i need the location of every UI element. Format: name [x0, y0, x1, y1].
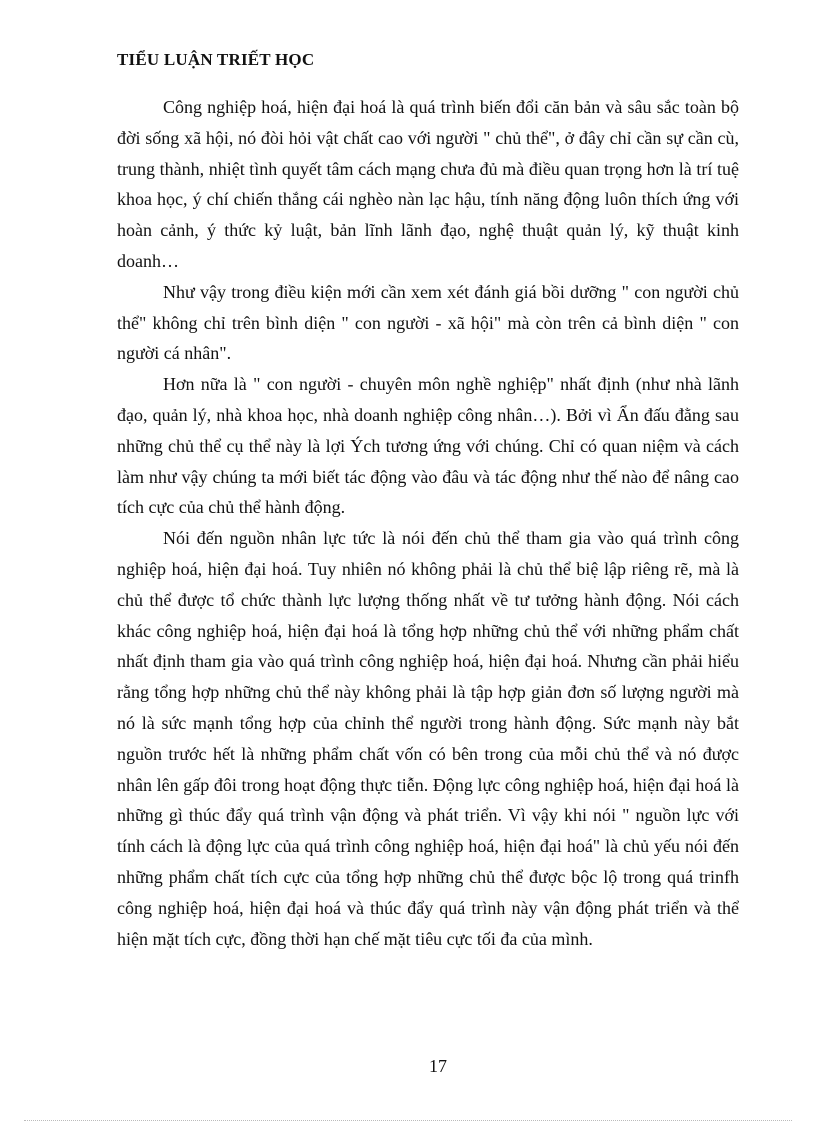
paragraph: Nói đến nguồn nhân lực tức là nói đến chủ thể tham gia vào quá trình công nghiệp hoá, hiện đại hoá. Tuy nhiên nó không phải là chủ thể biệ lập riêng rẽ, mà là chủ thể được tổ chức thành lực lượng thống nhất về tư tưởng hành động. Nói cách khác công nghiệp hoá, hiện đại hoá là tổng hợp những chủ thể với những phẩm chất nhất định tham gia vào quá trình công nghiệp hoá, hiện đại hoá. Nhưng cần phải hiểu rằng tổng hợp những chủ thể này không phải là tập hợp giản đơn số lượng người mà nó là sức mạnh tổng hợp của chỉnh thể người trong hành động. Sức mạnh này bắt nguồn trước hết là những phẩm chất vốn có bên trong của mỗi chủ thể và nó được nhân lên gấp đôi trong hoạt động thực tiễn. Động lực công nghiệp hoá, hiện đại hoá là những gì thúc đẩy quá trình vận động và phát triển. Vì vậy khi nói " nguồn lực với tính cách là động lực của quá trình công nghiệp hoá, hiện đại hoá" là chủ yếu nói đến những phẩm chất tích cực của tổng hợp những chủ thể được bộc lộ trong quá trinfh công nghiệp hoá, hiện đại hoá và thúc đẩy quá trình này vận động phát triển và thể hiện mặt tích cực, đồng thời hạn chế mặt tiêu cực tối đa của mình. [117, 528, 739, 949]
paragraph: Như vậy trong điều kiện mới cần xem xét đánh giá bồi dưỡng " con người chủ thể" không chỉ trên bình diện " con người - xã hội" mà còn trên cả bình diện " con người cá nhân". [117, 281, 739, 364]
body-text [117, 92, 739, 954]
paragraph: Công nghiệp hoá, hiện đại hoá là quá trình biến đổi căn bản và sâu sắc toàn bộ đời sống xã hội, nó đòi hỏi vật chất cao với người " chủ thể", ở đây chỉ cần sự cần cù, trung thành, nhiệt tình quyết tâm cách mạng chưa đủ mà điều quan trọng hơn là trí tuệ khoa học, ý chí chiến thắng cái nghèo nàn lạc hậu, tính năng động luôn thích ứng với hoàn cảnh, ý thức kỷ luật, bản lĩnh lãnh đạo, nghệ thuật quản lý, kỹ thuật kinh doanh… [117, 97, 739, 271]
paragraph: Hơn nữa là " con người - chuyên môn nghề nghiệp" nhất định (như nhà lãnh đạo, quản lý, nhà khoa học, nhà doanh nghiệp công nhân…). Bởi vì Ẩn đấu đằng sau những chủ thể cụ thể này là lợi Ých tương ứng với chúng. Chỉ có quan niệm và cách làm như vậy chúng ta mới biết tác động vào đâu và tác động như thế nào để nâng cao tích cực của chủ thể hành động. [117, 374, 739, 518]
page-number: 17 [429, 1056, 447, 1076]
running-header: TIỂU LUẬN TRIẾT HỌC [117, 50, 315, 69]
footer-divider [24, 1120, 792, 1121]
